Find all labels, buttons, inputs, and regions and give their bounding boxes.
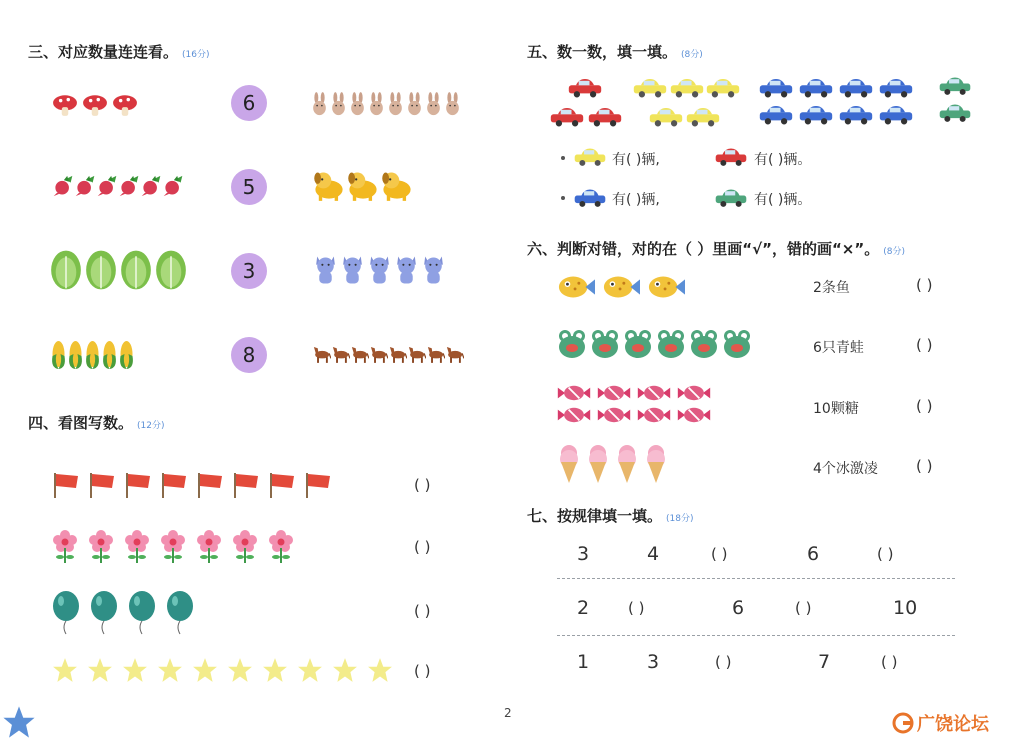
flower-icon: [52, 527, 78, 565]
rabbit-group: [310, 87, 462, 121]
balloon-icon: [90, 590, 118, 636]
frog-icon: [623, 326, 653, 362]
balloon-group: [52, 590, 194, 636]
balloon-icon: [128, 590, 156, 636]
blue-car-icon: [878, 77, 914, 99]
star-decoration-icon: [2, 705, 36, 739]
number-circle[interactable]: 8: [231, 337, 267, 373]
sequence-blank[interactable]: ( ): [881, 653, 898, 671]
rabbit-icon: [367, 87, 386, 121]
blue-car-icon: [758, 104, 794, 126]
section-4-title: 四、看图写数。 (12分): [28, 414, 165, 432]
candy-icon: [557, 406, 591, 424]
cat-icon: [339, 253, 366, 287]
flower-icon: [196, 527, 222, 565]
ice-cream-icon: [644, 443, 668, 485]
fill-red-count[interactable]: 有( )辆。: [754, 152, 812, 168]
candy-icon: [637, 406, 671, 424]
flower-icon: [160, 527, 186, 565]
section-3-title: 三、对应数量连连看。 (16分): [28, 43, 210, 61]
frog-icon: [722, 326, 752, 362]
flag-icon: [304, 470, 332, 500]
horse-icon: [445, 337, 464, 371]
green-car-icon: [714, 188, 748, 208]
star-icon: [297, 657, 323, 683]
star-icon: [157, 657, 183, 683]
radish-icon: [118, 172, 140, 200]
blue-car-icon: [573, 188, 607, 208]
sequence-value: 2: [577, 597, 590, 619]
blue-car-icon: [758, 77, 794, 99]
sequence-value: 1: [577, 651, 590, 673]
flag-group: [52, 470, 332, 500]
radish-icon: [52, 172, 74, 200]
bullet-dot: [561, 196, 565, 200]
cat-group: [312, 253, 447, 287]
judge-blank[interactable]: ( ): [916, 397, 933, 415]
yellow-car-icon: [705, 77, 741, 99]
horse-icon: [312, 337, 331, 371]
divider: [557, 635, 955, 636]
flag-icon: [232, 470, 260, 500]
cat-icon: [393, 253, 420, 287]
mushroom-group: [52, 92, 138, 118]
cabbage-icon: [155, 246, 187, 294]
bullet-dot: [561, 156, 565, 160]
candy-icon: [677, 406, 711, 424]
icecream-group: [557, 443, 668, 485]
star-icon: [227, 657, 253, 683]
blue-car-icon: [838, 104, 874, 126]
corn-icon: [84, 340, 101, 370]
corn-icon: [67, 340, 84, 370]
cabbage-icon: [120, 246, 152, 294]
corn-icon: [101, 340, 118, 370]
horse-icon: [407, 337, 426, 371]
sequence-value: 10: [893, 597, 918, 619]
section-5-title: 五、数一数，填一填。 (8分): [527, 43, 703, 61]
horse-icon: [350, 337, 369, 371]
star-icon: [332, 657, 358, 683]
candy-icon: [597, 384, 631, 402]
sequence-value: 6: [732, 597, 745, 619]
corn-group: [50, 340, 135, 370]
horse-group: [312, 337, 464, 371]
sequence-value: 4: [647, 543, 660, 565]
judge-label: 6只青蛙: [813, 340, 864, 356]
star-icon: [122, 657, 148, 683]
blue-car-icon: [798, 77, 834, 99]
red-car-icon: [549, 106, 585, 128]
blue-car-icon: [878, 104, 914, 126]
cat-icon: [366, 253, 393, 287]
rabbit-icon: [386, 87, 405, 121]
judge-blank[interactable]: ( ): [916, 336, 933, 354]
sequence-blank[interactable]: ( ): [795, 599, 812, 617]
sequence-value: 3: [647, 651, 660, 673]
yellow-car-icon: [632, 77, 668, 99]
sequence-blank[interactable]: ( ): [711, 545, 728, 563]
flag-icon: [196, 470, 224, 500]
red-car-icon: [714, 147, 748, 167]
rabbit-icon: [348, 87, 367, 121]
star-icon: [262, 657, 288, 683]
sequence-blank[interactable]: ( ): [628, 599, 645, 617]
ice-cream-icon: [586, 443, 610, 485]
section-7-title: 七、按规律填一填。 (18分): [527, 507, 694, 525]
answer-blank[interactable]: ( ): [414, 476, 431, 494]
frog-icon: [689, 326, 719, 362]
candy-icon: [597, 406, 631, 424]
section-6-title: 六、判断对错，对的在（ ）里画“√”，错的画“×”。 (8分): [527, 240, 905, 258]
yellow-car-icon: [669, 77, 705, 99]
rabbit-icon: [405, 87, 424, 121]
yellow-car-icon: [685, 106, 721, 128]
green-car-icon: [938, 76, 972, 96]
horse-icon: [331, 337, 350, 371]
cat-icon: [420, 253, 447, 287]
sequence-blank[interactable]: ( ): [877, 545, 894, 563]
radish-icon: [96, 172, 118, 200]
corn-icon: [118, 340, 135, 370]
yellow-car-icon: [648, 106, 684, 128]
candy-icon: [557, 384, 591, 402]
red-car-icon: [567, 77, 603, 99]
rabbit-icon: [329, 87, 348, 121]
red-car-icon: [587, 106, 623, 128]
radish-icon: [140, 172, 162, 200]
flag-icon: [160, 470, 188, 500]
answer-blank[interactable]: ( ): [414, 538, 431, 556]
star-icon: [367, 657, 393, 683]
candy-icon: [637, 384, 671, 402]
blue-car-icon: [798, 104, 834, 126]
frog-group: [557, 326, 752, 362]
rabbit-icon: [424, 87, 443, 121]
mushroom-icon: [112, 92, 138, 118]
sequence-blank[interactable]: ( ): [715, 653, 732, 671]
star-group: [52, 657, 393, 683]
brand-name: 广饶论坛: [917, 714, 989, 735]
frog-icon: [590, 326, 620, 362]
fill-blue-count[interactable]: 有( )辆,: [612, 192, 660, 208]
balloon-icon: [52, 590, 80, 636]
dog-group: [312, 168, 414, 202]
judge-label: 4个冰激凌: [813, 461, 878, 477]
cabbage-icon: [50, 246, 82, 294]
judge-blank[interactable]: ( ): [916, 457, 933, 475]
flower-group: [52, 527, 294, 565]
number-circle[interactable]: 5: [231, 169, 267, 205]
star-icon: [52, 657, 78, 683]
cat-icon: [312, 253, 339, 287]
divider: [557, 578, 955, 579]
horse-icon: [369, 337, 388, 371]
rabbit-icon: [443, 87, 462, 121]
cabbage-group: [50, 246, 187, 294]
blue-car-icon: [838, 77, 874, 99]
rabbit-icon: [310, 87, 329, 121]
cabbage-icon: [85, 246, 117, 294]
dog-icon: [380, 168, 414, 202]
answer-blank[interactable]: ( ): [414, 662, 431, 680]
dog-icon: [346, 168, 380, 202]
radish-icon: [162, 172, 184, 200]
sequence-value: 7: [818, 651, 831, 673]
radish-icon: [74, 172, 96, 200]
fish-icon: [557, 273, 595, 301]
fill-yellow-count[interactable]: 有( )辆,: [612, 152, 660, 168]
flag-icon: [268, 470, 296, 500]
flower-icon: [268, 527, 294, 565]
answer-blank[interactable]: ( ): [414, 602, 431, 620]
candy-icon: [677, 384, 711, 402]
judge-label: 2条鱼: [813, 280, 850, 296]
fish-group: [557, 273, 685, 301]
frog-icon: [557, 326, 587, 362]
green-car-icon: [938, 103, 972, 123]
fish-icon: [602, 273, 640, 301]
ice-cream-icon: [615, 443, 639, 485]
number-circle[interactable]: 3: [231, 253, 267, 289]
judge-blank[interactable]: ( ): [916, 276, 933, 294]
dog-icon: [312, 168, 346, 202]
mushroom-icon: [52, 92, 78, 118]
number-circle[interactable]: 6: [231, 85, 267, 121]
brand-logo: [892, 710, 989, 736]
sequence-value: 3: [577, 543, 590, 565]
candy-group: [557, 380, 717, 430]
flower-icon: [88, 527, 114, 565]
horse-icon: [426, 337, 445, 371]
radish-group: [52, 172, 184, 200]
flower-icon: [232, 527, 258, 565]
frog-icon: [656, 326, 686, 362]
judge-label: 10颗糖: [813, 401, 859, 417]
flower-icon: [124, 527, 150, 565]
star-icon: [87, 657, 113, 683]
balloon-icon: [166, 590, 194, 636]
ice-cream-icon: [557, 443, 581, 485]
corn-icon: [50, 340, 67, 370]
flag-icon: [124, 470, 152, 500]
flag-icon: [88, 470, 116, 500]
sequence-value: 6: [807, 543, 820, 565]
horse-icon: [388, 337, 407, 371]
page-number: 2: [504, 706, 512, 720]
yellow-car-icon: [573, 147, 607, 167]
fill-green-count[interactable]: 有( )辆。: [754, 192, 812, 208]
mushroom-icon: [82, 92, 108, 118]
star-icon: [192, 657, 218, 683]
flag-icon: [52, 470, 80, 500]
fish-icon: [647, 273, 685, 301]
brand-icon: [892, 712, 914, 734]
